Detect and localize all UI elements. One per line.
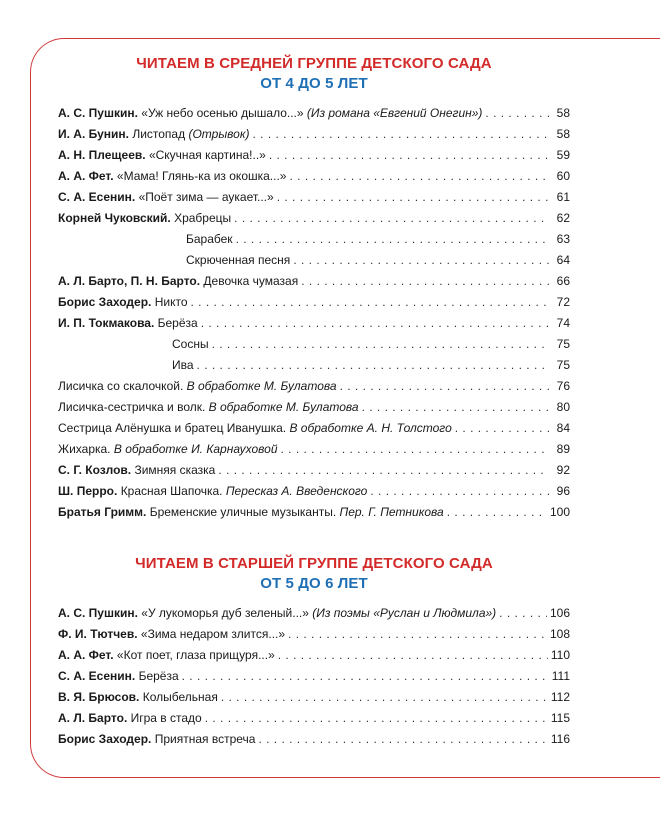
toc-entry-author: И. П. Токмакова. <box>58 316 155 330</box>
toc-entry-page: 66 <box>556 274 570 288</box>
toc-entry-title: Берёза <box>154 316 198 330</box>
toc-entry-title: Приятная встреча <box>151 732 256 746</box>
toc-entry-text <box>58 355 194 376</box>
toc-entry-author: Корней Чуковский. <box>58 211 171 225</box>
toc-entry-text <box>58 145 266 166</box>
toc-entry-note: Пер. Г. Петникова <box>339 505 444 519</box>
toc-entry-page: 60 <box>556 169 570 183</box>
toc-entry-page: 111 <box>551 669 570 683</box>
toc-entry-note: (Из романа «Евгений Онегин») <box>306 106 483 120</box>
toc-entry <box>58 687 570 708</box>
dot-leader <box>205 708 548 729</box>
section-middle-group <box>58 54 570 523</box>
toc-entry <box>58 645 570 666</box>
dot-leader <box>191 292 550 313</box>
dot-leader <box>370 481 549 502</box>
toc-entry-text <box>58 666 179 687</box>
toc-entry-title: Берёза <box>135 669 179 683</box>
toc-entry-title: Жихарка. <box>58 442 114 456</box>
toc-entry-author: А. С. Пушкин. <box>58 606 138 620</box>
toc-entry-title: Сестрица Алёнушка и братец Иванушка. <box>58 421 290 435</box>
toc-entry-author: А. С. Пушкин. <box>58 106 138 120</box>
toc-entry-author: А. Н. Плещеев. <box>58 148 146 162</box>
toc-entry-title: Зимняя сказка <box>131 463 216 477</box>
toc-entry-text <box>58 481 367 502</box>
toc-entry-title: Барабек <box>186 232 233 246</box>
section-title: ЧИТАЕМ В СТАРШЕЙ ГРУППЕ ДЕТСКОГО САДА <box>135 555 493 572</box>
toc-entry-title: «Мама! Глянь-ка из окошка...» <box>113 169 287 183</box>
toc-entry-note: В обработке М. Булатова <box>208 400 359 414</box>
toc-entry-title: «Зима недаром злится...» <box>137 627 286 641</box>
toc-entry-author: Ф. И. Тютчев. <box>58 627 138 641</box>
toc-entry-page: 74 <box>556 316 570 330</box>
toc-entry-text <box>58 208 231 229</box>
toc-entry-page: 64 <box>556 253 570 267</box>
toc-entry-text <box>58 292 188 313</box>
toc-entry <box>58 708 570 729</box>
dot-leader <box>485 103 549 124</box>
toc-entry-text <box>58 418 452 439</box>
toc-entry-page: 58 <box>556 127 570 141</box>
toc-entry-title: Игра в стадо <box>127 711 202 725</box>
toc-entry-page: 116 <box>550 732 570 746</box>
dot-leader <box>269 145 549 166</box>
dot-leader <box>234 208 549 229</box>
toc-entry-text <box>58 708 202 729</box>
toc-entry-note: (Отрывок) <box>188 127 250 141</box>
toc-entry-page: 106 <box>549 606 570 620</box>
toc-entry-page: 76 <box>556 379 570 393</box>
dot-leader <box>455 418 549 439</box>
section-heading <box>58 554 570 593</box>
toc-entry-note: В обработке А. Н. Толстого <box>289 421 452 435</box>
dot-leader <box>340 376 549 397</box>
toc-entry-author: В. Я. Брюсов. <box>58 690 140 704</box>
toc-entry-author: Братья Гримм. <box>58 505 147 519</box>
toc-entry <box>58 334 570 355</box>
toc-entry-text <box>58 624 285 645</box>
dot-leader <box>289 166 549 187</box>
toc-entry-text <box>58 250 290 271</box>
toc-entry <box>58 397 570 418</box>
toc-entry-page: 80 <box>556 400 570 414</box>
toc-entry-text <box>58 460 215 481</box>
dot-leader <box>293 250 549 271</box>
toc-entry <box>58 418 570 439</box>
toc-entry-title: Бременские уличные музыканты. <box>146 505 340 519</box>
section-subtitle: ОТ 4 ДО 5 ЛЕТ <box>260 75 368 92</box>
section-subtitle: ОТ 5 ДО 6 ЛЕТ <box>260 575 368 592</box>
dot-leader <box>252 124 549 145</box>
toc-entry <box>58 250 570 271</box>
dot-leader <box>218 460 549 481</box>
toc-entry-page: 63 <box>556 232 570 246</box>
toc-entry-text <box>58 603 496 624</box>
toc-entry <box>58 103 570 124</box>
dot-leader <box>301 271 549 292</box>
toc-entry-text <box>58 502 444 523</box>
toc-entry <box>58 624 570 645</box>
dot-leader <box>362 397 549 418</box>
toc-entry-author: Борис Заходер. <box>58 295 152 309</box>
dot-leader <box>281 439 550 460</box>
dot-leader <box>447 502 547 523</box>
toc-entry-title: Лисичка со скалочкой. <box>58 379 187 393</box>
toc-entry-text <box>58 645 275 666</box>
toc-entry-page: 110 <box>550 648 570 662</box>
toc-entry <box>58 145 570 166</box>
toc-entry-page: 61 <box>556 190 570 204</box>
toc-entry-page: 75 <box>556 337 570 351</box>
toc-entry-title: Ива <box>172 358 194 372</box>
dot-leader <box>201 313 549 334</box>
toc-entry <box>58 502 570 523</box>
toc-entry-author: С. Г. Козлов. <box>58 463 132 477</box>
toc-entry-text <box>58 397 359 418</box>
toc-entry-title: Красная Шапочка. <box>117 484 226 498</box>
toc-entry <box>58 603 570 624</box>
toc-entry-page: 58 <box>556 106 570 120</box>
section-title: ЧИТАЕМ В СРЕДНЕЙ ГРУППЕ ДЕТСКОГО САДА <box>136 55 492 72</box>
toc-entry-title: «Поёт зима — аукает...» <box>135 190 274 204</box>
toc-entry-text <box>58 687 218 708</box>
toc-entry <box>58 166 570 187</box>
toc-entry-page: 112 <box>550 690 570 704</box>
toc-entry-text <box>58 124 249 145</box>
toc-entry-text <box>58 313 198 334</box>
toc-entry-text <box>58 187 274 208</box>
toc-entry-page: 62 <box>556 211 570 225</box>
toc-entry-title: «Уж небо осенью дышало...» <box>137 106 307 120</box>
toc-entry-author: А. Л. Барто, П. Н. Барто. <box>58 274 201 288</box>
toc-entry <box>58 229 570 250</box>
toc-entry-title: Никто <box>151 295 188 309</box>
toc-entry-title: Колыбельная <box>139 690 218 704</box>
toc-entry-author: А. Л. Барто. <box>58 711 128 725</box>
dot-leader <box>278 645 548 666</box>
toc-entry-title: Скрюченная песня <box>186 253 291 267</box>
toc-entry-page: 92 <box>556 463 570 477</box>
toc-entry-title: Девочка чумазая <box>200 274 299 288</box>
toc-entry <box>58 271 570 292</box>
toc-entry-page: 72 <box>556 295 570 309</box>
toc-entry-author: И. А. Бунин. <box>58 127 129 141</box>
toc-entry-page: 84 <box>556 421 570 435</box>
toc-entry-title: Лисичка-сестричка и волк. <box>58 400 209 414</box>
section-senior-group <box>58 554 570 750</box>
toc-entry-note: Пересказ А. Введенского <box>225 484 368 498</box>
toc-entry-note: В обработке М. Булатова <box>186 379 337 393</box>
toc-entry-text <box>58 334 209 355</box>
toc-entry <box>58 208 570 229</box>
dot-leader <box>197 355 549 376</box>
toc-entry <box>58 313 570 334</box>
dot-leader <box>221 687 548 708</box>
toc-entry <box>58 481 570 502</box>
toc-entry-text <box>58 376 337 397</box>
toc-entry-title: Листопад <box>128 127 189 141</box>
toc-entry-author: А. А. Фет. <box>58 169 114 183</box>
toc-entry <box>58 124 570 145</box>
toc-entry-title: Сосны <box>172 337 209 351</box>
toc-entry-author: Борис Заходер. <box>58 732 152 746</box>
toc-entry-page: 89 <box>556 442 570 456</box>
toc-entry-title: «У лукоморья дуб зеленый...» <box>137 606 313 620</box>
toc-entry-page: 75 <box>556 358 570 372</box>
toc-entry <box>58 376 570 397</box>
toc-entry <box>58 187 570 208</box>
toc-list <box>58 603 570 750</box>
toc-entry-page: 59 <box>556 148 570 162</box>
dot-leader <box>288 624 547 645</box>
dot-leader <box>182 666 549 687</box>
dot-leader <box>258 729 547 750</box>
toc-entry-title: Храбрецы <box>170 211 232 225</box>
toc-entry-author: С. А. Есенин. <box>58 669 136 683</box>
toc-entry-text <box>58 103 482 124</box>
toc-entry-note: (Из поэмы «Руслан и Людмила») <box>312 606 497 620</box>
toc-entry <box>58 292 570 313</box>
toc-entry-text <box>58 729 255 750</box>
toc-entry-author: А. А. Фет. <box>58 648 114 662</box>
toc-entry <box>58 729 570 750</box>
toc-entry-title: «Кот поет, глаза прищуря...» <box>113 648 275 662</box>
dot-leader <box>212 334 549 355</box>
toc-entry-author: Ш. Перро. <box>58 484 118 498</box>
toc-entry <box>58 666 570 687</box>
toc-entry-page: 115 <box>550 711 570 725</box>
toc-entry-page: 100 <box>549 505 570 519</box>
toc-entry-text <box>58 166 286 187</box>
toc-entry-title: «Скучная картина!..» <box>145 148 266 162</box>
toc-entry-author: С. А. Есенин. <box>58 190 136 204</box>
dot-leader <box>499 603 547 624</box>
toc-entry-note: В обработке И. Карнауховой <box>113 442 278 456</box>
toc-entry <box>58 355 570 376</box>
toc-entry-page: 96 <box>556 484 570 498</box>
dot-leader <box>236 229 549 250</box>
toc-list <box>58 103 570 523</box>
dot-leader <box>277 187 549 208</box>
toc-entry-text <box>58 229 233 250</box>
toc-entry <box>58 439 570 460</box>
toc-entry <box>58 460 570 481</box>
section-heading <box>58 54 570 93</box>
toc-entry-text <box>58 439 278 460</box>
toc-entry-text <box>58 271 298 292</box>
toc-entry-page: 108 <box>549 627 570 641</box>
